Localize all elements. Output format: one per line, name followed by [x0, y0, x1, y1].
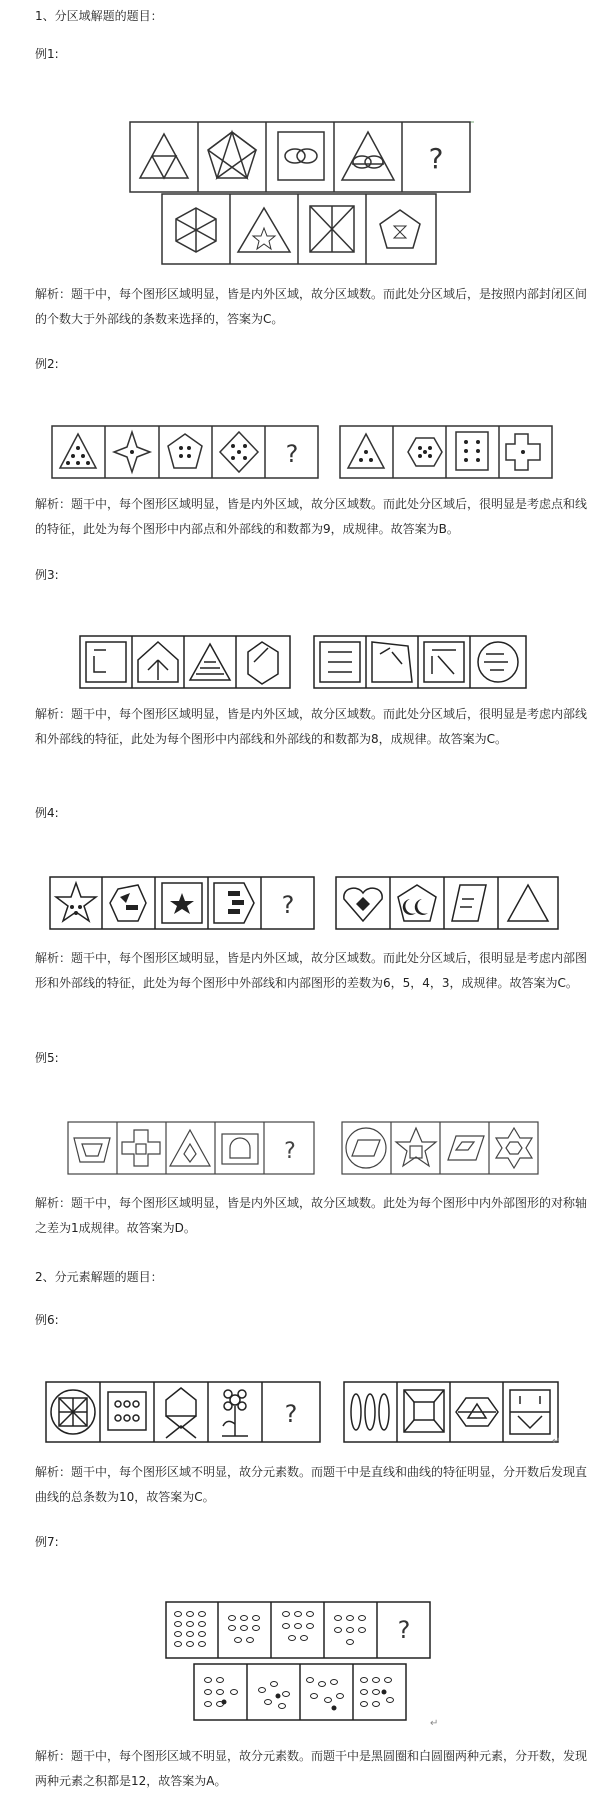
question-mark: ? [281, 891, 295, 919]
example-label: 例6: [35, 1313, 59, 1327]
example-2-figure [50, 424, 554, 480]
question-mark: ? [284, 1400, 298, 1428]
example-explanation: 解析：题干中，每个图形区域不明显，故分元素数。而题干中是直线和曲线的特征明显，分开数后发现直曲线的总条数为10，故答案为C。 [35, 1465, 588, 1504]
example-explanation: 解析：题干中，每个图形区域不明显，故分元素数。而题干中是黑圆圈和白圆圈两种元素，分开数，发现两种元素之积都是12，故答案为A。 [35, 1749, 588, 1788]
example-6-figure [44, 1380, 562, 1446]
example-4-figure [48, 875, 560, 933]
example-label: 例4: [35, 806, 59, 820]
example-1-figure [128, 120, 478, 266]
section-heading: 2、分元素解题的题目： [35, 1270, 163, 1284]
example-label: 例1: [35, 47, 59, 61]
question-mark: ? [428, 142, 444, 175]
question-mark: ? [285, 440, 299, 468]
example-label: 例5: [35, 1051, 59, 1065]
return-mark: ↵ [430, 1718, 439, 1729]
example-explanation: 解析：题干中，每个图形区域明显，皆是内外区域，故分区域数。此处为每个图形中内外部图形的对称轴之差为1成规律。故答案为D。 [35, 1196, 588, 1235]
example-explanation: 解析：题干中，每个图形区域明显，皆是内外区域，故分区域数。而此处分区域后，是按照内部封闭区间的个数大于外部线的条数来选择的，答案为C。 [35, 287, 588, 326]
example-explanation: 解析：题干中，每个图形区域明显，皆是内外区域，故分区域数。而此处分区域后，很明显是考虑内部图形和外部线的特征，此处为每个图形中外部线和内部图形的差数为6，5，4，3，成规律。故答案为C。 [35, 951, 588, 990]
example-explanation: 解析：题干中，每个图形区域明显，皆是内外区域，故分区域数。而此处分区域后，很明显是考虑点和线的特征，此处为每个图形中内部点和外部线的和数都为9，成规律。故答案为B。 [35, 497, 588, 536]
example-5-figure [66, 1120, 542, 1176]
example-label: 例3: [35, 568, 59, 582]
question-mark: ? [284, 1139, 296, 1164]
question-mark: ? [397, 1616, 411, 1644]
example-3-figure [78, 634, 528, 690]
example-label: 例7: [35, 1535, 59, 1549]
example-explanation: 解析：题干中，每个图形区域明显，皆是内外区域，故分区域数。而此处分区域后，很明显是考虑内部线和外部线的特征，此处为每个图形中内部线和外部线的和数都为8，成规律。故答案为C。 [35, 707, 588, 746]
return-mark: ↵ [552, 1436, 561, 1446]
section-heading: 1、分区域解题的题目： [35, 9, 163, 23]
example-label: 例2: [35, 357, 59, 371]
example-7-figure [158, 1600, 448, 1730]
